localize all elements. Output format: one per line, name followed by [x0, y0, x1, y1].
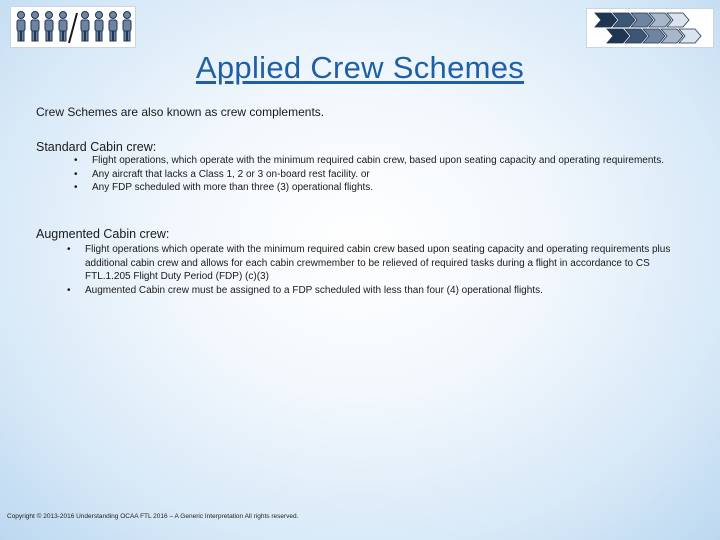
crew-people-icon [11, 7, 135, 47]
intro-text: Crew Schemes are also known as crew complements. [36, 105, 325, 119]
copyright-footer: Copyright © 2013-2016 Understanding OCAA FTL 2016 – A Generic Interpretation All rights reserved. [7, 513, 299, 520]
chevron-logo [586, 8, 714, 48]
augmented-cabin-crew-list [67, 243, 687, 297]
list-item [74, 168, 684, 182]
list-item-text: Augmented Cabin crew must be assigned to a FDP scheduled with less than four (4) operational flights. [85, 284, 543, 296]
augmented-cabin-crew-heading: Augmented Cabin crew: [36, 227, 170, 241]
bullet-glyph: • [67, 284, 71, 296]
bullet-glyph: • [74, 168, 78, 180]
bullet-glyph: • [74, 182, 78, 193]
standard-cabin-crew-heading: Standard Cabin crew: [36, 140, 157, 154]
bullet-glyph: • [74, 155, 78, 166]
chevron-arrows-icon [587, 9, 713, 47]
list-item [74, 154, 684, 168]
crew-logo [10, 6, 136, 48]
bullet-glyph: • [67, 244, 71, 255]
list-item-text: Any aircraft that lacks a Class 1, 2 or 3 on-board rest facility. or [92, 168, 370, 180]
slide-title: Applied Crew Schemes [195, 50, 525, 85]
list-item-text: Flight operations, which operate with the minimum required cabin crew, based upon seating capacity and operating requirements. [92, 155, 664, 166]
list-item [67, 284, 687, 298]
list-item-text: Any FDP scheduled with more than three (3) operational flights. [92, 182, 374, 193]
standard-cabin-crew-list [74, 154, 684, 195]
list-item [67, 243, 687, 284]
list-item-text: Flight operations which operate with the minimum required cabin crew based upon seating capacity and operating requirements plus additional cabin crew and allows for each cabin crewmember to be relieved of required tasks during a flight in accordance to CS FTL.1.205 Flight Duty Period (FDP) (c)(3) [85, 244, 671, 282]
list-item [74, 181, 684, 195]
